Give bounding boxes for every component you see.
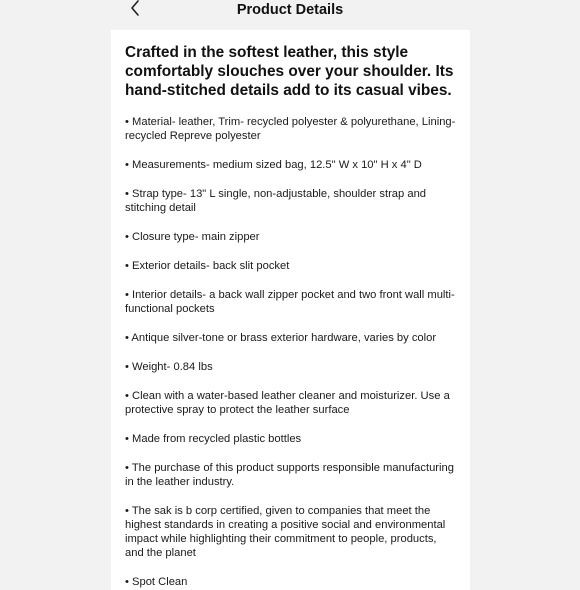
details-card <box>111 30 470 590</box>
top-bar <box>0 0 580 22</box>
detail-material: • Material- leather, Trim- recycled polyester & polyurethane, Lining- recycled Repreve polyester <box>125 116 456 142</box>
page-title: Product Details <box>236 2 344 18</box>
detail-weight: • Weight- 0.84 lbs <box>125 361 213 373</box>
detail-exterior: • Exterior details- back slit pocket <box>125 260 290 272</box>
detail-measurements: • Measurements- medium sized bag, 12.5" W x 10" H x 4" D <box>125 159 422 171</box>
detail-spot-clean: • Spot Clean <box>125 576 188 588</box>
detail-recycled: • Made from recycled plastic bottles <box>125 433 302 445</box>
detail-strap-type: • Strap type- 13" L single, non-adjustable, shoulder strap and stitching detail <box>125 188 427 214</box>
detail-closure-type: • Closure type- main zipper <box>125 231 260 243</box>
product-details-list <box>125 115 456 589</box>
detail-responsible: • The purchase of this product supports responsible manufacturing in the leather industry. <box>125 462 454 488</box>
product-description-lead: Crafted in the softest leather, this style comfortably slouches over your shoulder. Its hand-stitched details add to its casual vibes. <box>125 44 454 99</box>
detail-hardware: • Antique silver-tone or brass exterior hardware, varies by color <box>125 332 437 344</box>
detail-b-corp: • The sak is b corp certified, given to companies that meet the highest standards in creating a positive social and environmental impact while highlighting their commitment to people, products, and the planet <box>125 505 446 559</box>
detail-interior: • Interior details- a back wall zipper pocket and two front wall multi-functional pockets <box>125 289 455 315</box>
detail-care: • Clean with a water-based leather cleaner and moisturizer. Use a protective spray to protect the leather surface <box>125 390 450 416</box>
